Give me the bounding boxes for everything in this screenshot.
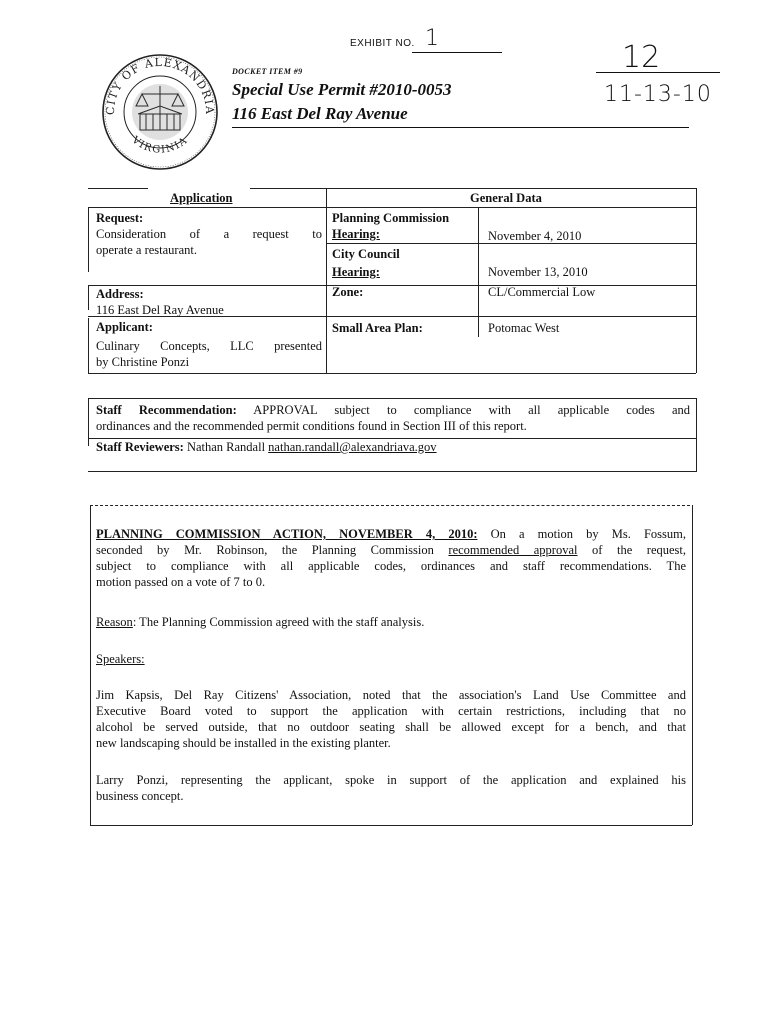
exhibit-number: 1 — [425, 26, 439, 51]
action-line-2 — [96, 543, 686, 558]
request-line-1: Consideration of a request to — [96, 227, 322, 241]
exhibit-underline — [412, 52, 502, 53]
request-line-2: operate a restaurant. — [96, 243, 197, 257]
staff-reviewers — [96, 440, 437, 455]
staff-rec-text-1: APPROVAL subject to compliance with all applicable codes and — [253, 403, 690, 417]
action-line-2-a: seconded by Mr. Robinson, the Planning Commission — [96, 543, 434, 557]
address-value: 116 East Del Ray Avenue — [96, 303, 224, 317]
city-seal — [100, 52, 220, 172]
reason — [96, 615, 424, 630]
permit-title: Special Use Permit #2010-0053 — [232, 80, 452, 99]
speaker-2-line-1: Larry Ponzi, representing the applicant, spoke in support of the application and explained his — [96, 773, 686, 787]
speaker-1-line-3: alcohol be served outside, that no outdoor seating shall be allowed except for a bench, and that — [96, 720, 686, 734]
cc-hearing-label-2: Hearing: — [332, 265, 380, 279]
table-left-border — [88, 207, 89, 272]
staff-reviewer-email[interactable]: nathan.randall@alexandriava.gov — [268, 440, 437, 454]
seal-top-text: CITY OF ALEXANDRIA — [103, 55, 217, 116]
reason-label: Reason — [96, 615, 133, 629]
applicant-line-2: by Christine Ponzi — [96, 355, 190, 369]
action-line-1-rest: On a motion by Ms. Fossum, — [490, 527, 686, 541]
address-label: Address: — [96, 287, 144, 301]
table-right-border — [696, 188, 697, 373]
applicant-line-1: Culinary Concepts, LLC presented — [96, 339, 322, 353]
staff-reviewers-label: Staff Reviewers: — [96, 440, 184, 454]
handwritten-date: 11-13-10 — [604, 82, 712, 107]
speakers-label: Speakers: — [96, 652, 145, 666]
action-line-1 — [96, 527, 686, 542]
action-box-bottom — [90, 825, 692, 826]
small-area-plan-label: Small Area Plan: — [332, 321, 423, 335]
action-line-3: subject to compliance with all applicable codes, ordinances and staff recommendations. The — [96, 559, 686, 573]
small-area-plan-value: Potomac West — [488, 321, 560, 335]
speaker-1-line-1: Jim Kapsis, Del Ray Citizens' Association, noted that the association's Land Use Committee and — [96, 688, 686, 702]
staff-rec-line-2: ordinances and the recommended permit conditions found in Section III of this report. — [96, 419, 527, 433]
general-data-header: General Data — [470, 191, 542, 205]
staff-reviewer-name: Nathan Randall — [186, 440, 266, 454]
application-header: Application — [170, 191, 233, 205]
table-left-border-2 — [88, 286, 89, 310]
cc-hearing-label-1: City Council — [332, 247, 400, 261]
action-heading: PLANNING COMMISSION ACTION, NOVEMBER 4, 2010: — [96, 527, 478, 541]
pc-hearing-date: November 4, 2010 — [488, 229, 582, 243]
pc-hearing-label-2: Hearing: — [332, 227, 380, 241]
action-line-4: motion passed on a vote of 7 to 0. — [96, 575, 266, 589]
table-top-rule — [250, 188, 696, 189]
row-rule-4 — [88, 373, 696, 374]
request-label: Request: — [96, 211, 144, 225]
handwritten-rule — [596, 72, 720, 73]
action-recommended-approval: recommended approval — [448, 543, 578, 557]
handwritten-number: 12 — [622, 40, 661, 75]
table-mid-border — [326, 188, 327, 373]
reason-text: : The Planning Commission agreed with the staff analysis. — [132, 615, 425, 629]
pc-hearing-label-1: Planning Commission — [332, 211, 450, 225]
action-line-2-b: of the request, — [592, 543, 686, 557]
row-rule-2 — [88, 285, 696, 286]
permit-address: 116 East Del Ray Avenue — [232, 104, 408, 123]
exhibit-label: EXHIBIT NO. — [350, 38, 415, 49]
table-left-border-3 — [88, 318, 89, 373]
docket-item: DOCKET ITEM #9 — [232, 67, 303, 76]
cc-hearing-date: November 13, 2010 — [488, 265, 588, 279]
speaker-1-line-4: new landscaping should be installed in the existing planter. — [96, 736, 391, 750]
staff-divider — [88, 438, 696, 439]
table-header-rule — [88, 207, 696, 208]
table-top-left-rule — [88, 188, 148, 189]
action-box-top — [90, 505, 690, 506]
applicant-label: Applicant: — [96, 320, 153, 334]
action-box-left — [90, 505, 91, 825]
action-box-right — [692, 505, 693, 825]
staff-rec-label: Staff Recommendation: — [96, 403, 237, 417]
table-value-border — [478, 207, 479, 337]
speaker-1-line-2: Executive Board voted to support the application with certain restrictions, including that no — [96, 704, 686, 718]
seal-bottom-text: VIRGINIA — [129, 134, 191, 156]
zone-label: Zone: — [332, 285, 364, 299]
title-rule — [232, 127, 689, 128]
staff-rec-line-1 — [96, 403, 690, 418]
speaker-2-line-2: business concept. — [96, 789, 184, 803]
zone-value: CL/Commercial Low — [488, 285, 596, 299]
